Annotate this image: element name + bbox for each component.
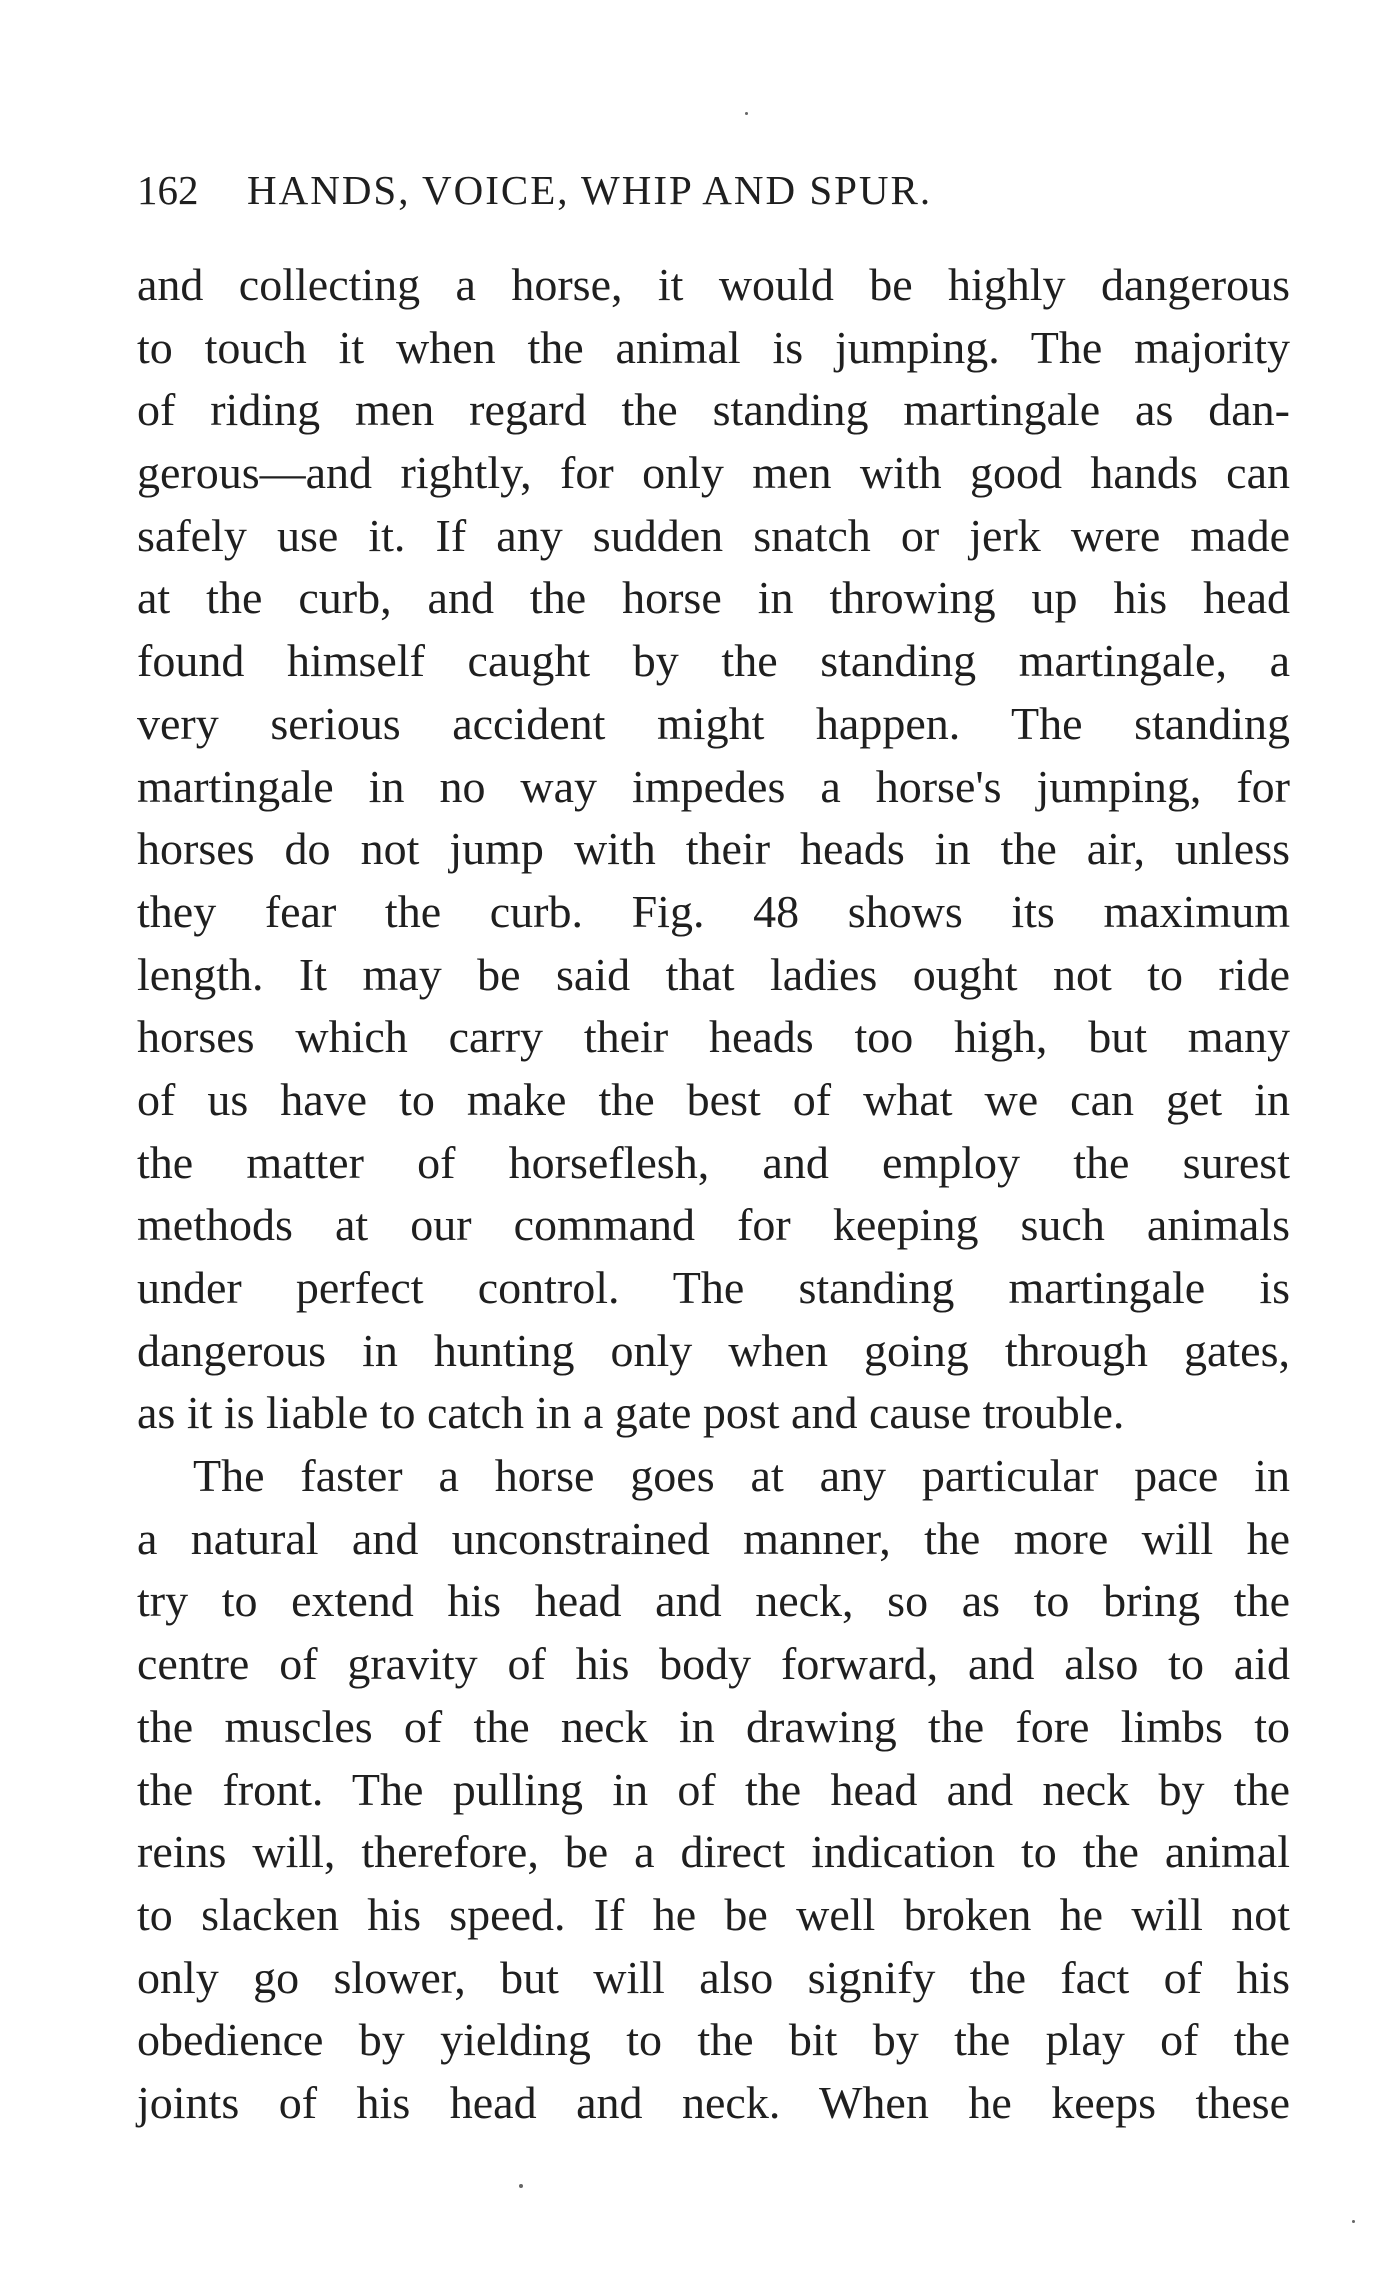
page-number: 162	[137, 167, 199, 213]
text-line: under perfect control. The standing martingale is	[137, 1262, 1290, 1313]
text-line: methods at our command for keeping such animals	[137, 1199, 1290, 1251]
running-header	[137, 160, 1277, 220]
text-line: of riding men regard the standing martingale as dan-	[137, 384, 1290, 436]
text-line: joints of his head and neck. When he keeps these	[137, 2076, 1290, 2128]
paragraph-2	[137, 1445, 1290, 2135]
text-line: of us have to make the best of what we can get in	[137, 1073, 1290, 1125]
text-line: only go slower, but will also signify the fact of his	[137, 1951, 1290, 2003]
text-line: reins will, therefore, be a direct indication to the animal	[137, 1826, 1290, 1878]
text-line: very serious accident might happen. The standing	[137, 697, 1290, 749]
text-line: they fear the curb. Fig. 48 shows its maximum	[137, 885, 1290, 937]
text-line: obedience by yielding to the bit by the play of the	[137, 2014, 1290, 2066]
text-line: and collecting a horse, it would be highly dangerous	[137, 259, 1290, 310]
text-line: a natural and unconstrained manner, the more will he	[137, 1512, 1290, 1564]
text-line: the matter of horseflesh, and employ the surest	[137, 1136, 1290, 1188]
text-line: the front. The pulling in of the head and neck by the	[137, 1763, 1290, 1815]
text-line: gerous—and rightly, for only men with good hands can	[137, 447, 1290, 499]
text-line: dangerous in hunting only when going through gates,	[137, 1324, 1290, 1376]
text-line: to slacken his speed. If he be well broken he will not	[137, 1888, 1290, 1940]
text-line: horses do not jump with their heads in the air, unless	[137, 823, 1290, 875]
text-line: The faster a horse goes at any particular pace in	[193, 1450, 1290, 1502]
text-line: safely use it. If any sudden snatch or jerk were made	[137, 509, 1290, 561]
text-line: as it is liable to catch in a gate post and cause trouble.	[137, 1387, 1125, 1439]
text-line: at the curb, and the horse in throwing up his head	[137, 572, 1290, 624]
paragraph-1	[137, 254, 1290, 1445]
text-line: centre of gravity of his body forward, and also to aid	[137, 1638, 1290, 1690]
text-line: try to extend his head and neck, so as to bring the	[137, 1575, 1290, 1627]
print-speck	[745, 112, 748, 115]
print-speck	[519, 2184, 523, 2188]
text-line: horses which carry their heads too high, but many	[137, 1011, 1290, 1063]
text-line: martingale in no way impedes a horse's jumping, for	[137, 760, 1290, 812]
text-line: to touch it when the animal is jumping. The majority	[137, 321, 1290, 373]
running-title: HANDS, VOICE, WHIP AND SPUR.	[247, 167, 933, 213]
print-speck	[1352, 2220, 1355, 2223]
body-text	[137, 254, 1290, 2135]
text-line: found himself caught by the standing martingale, a	[137, 635, 1290, 687]
text-line: the muscles of the neck in drawing the fore limbs to	[137, 1700, 1290, 1752]
text-line: length. It may be said that ladies ought not to ride	[137, 948, 1290, 1000]
